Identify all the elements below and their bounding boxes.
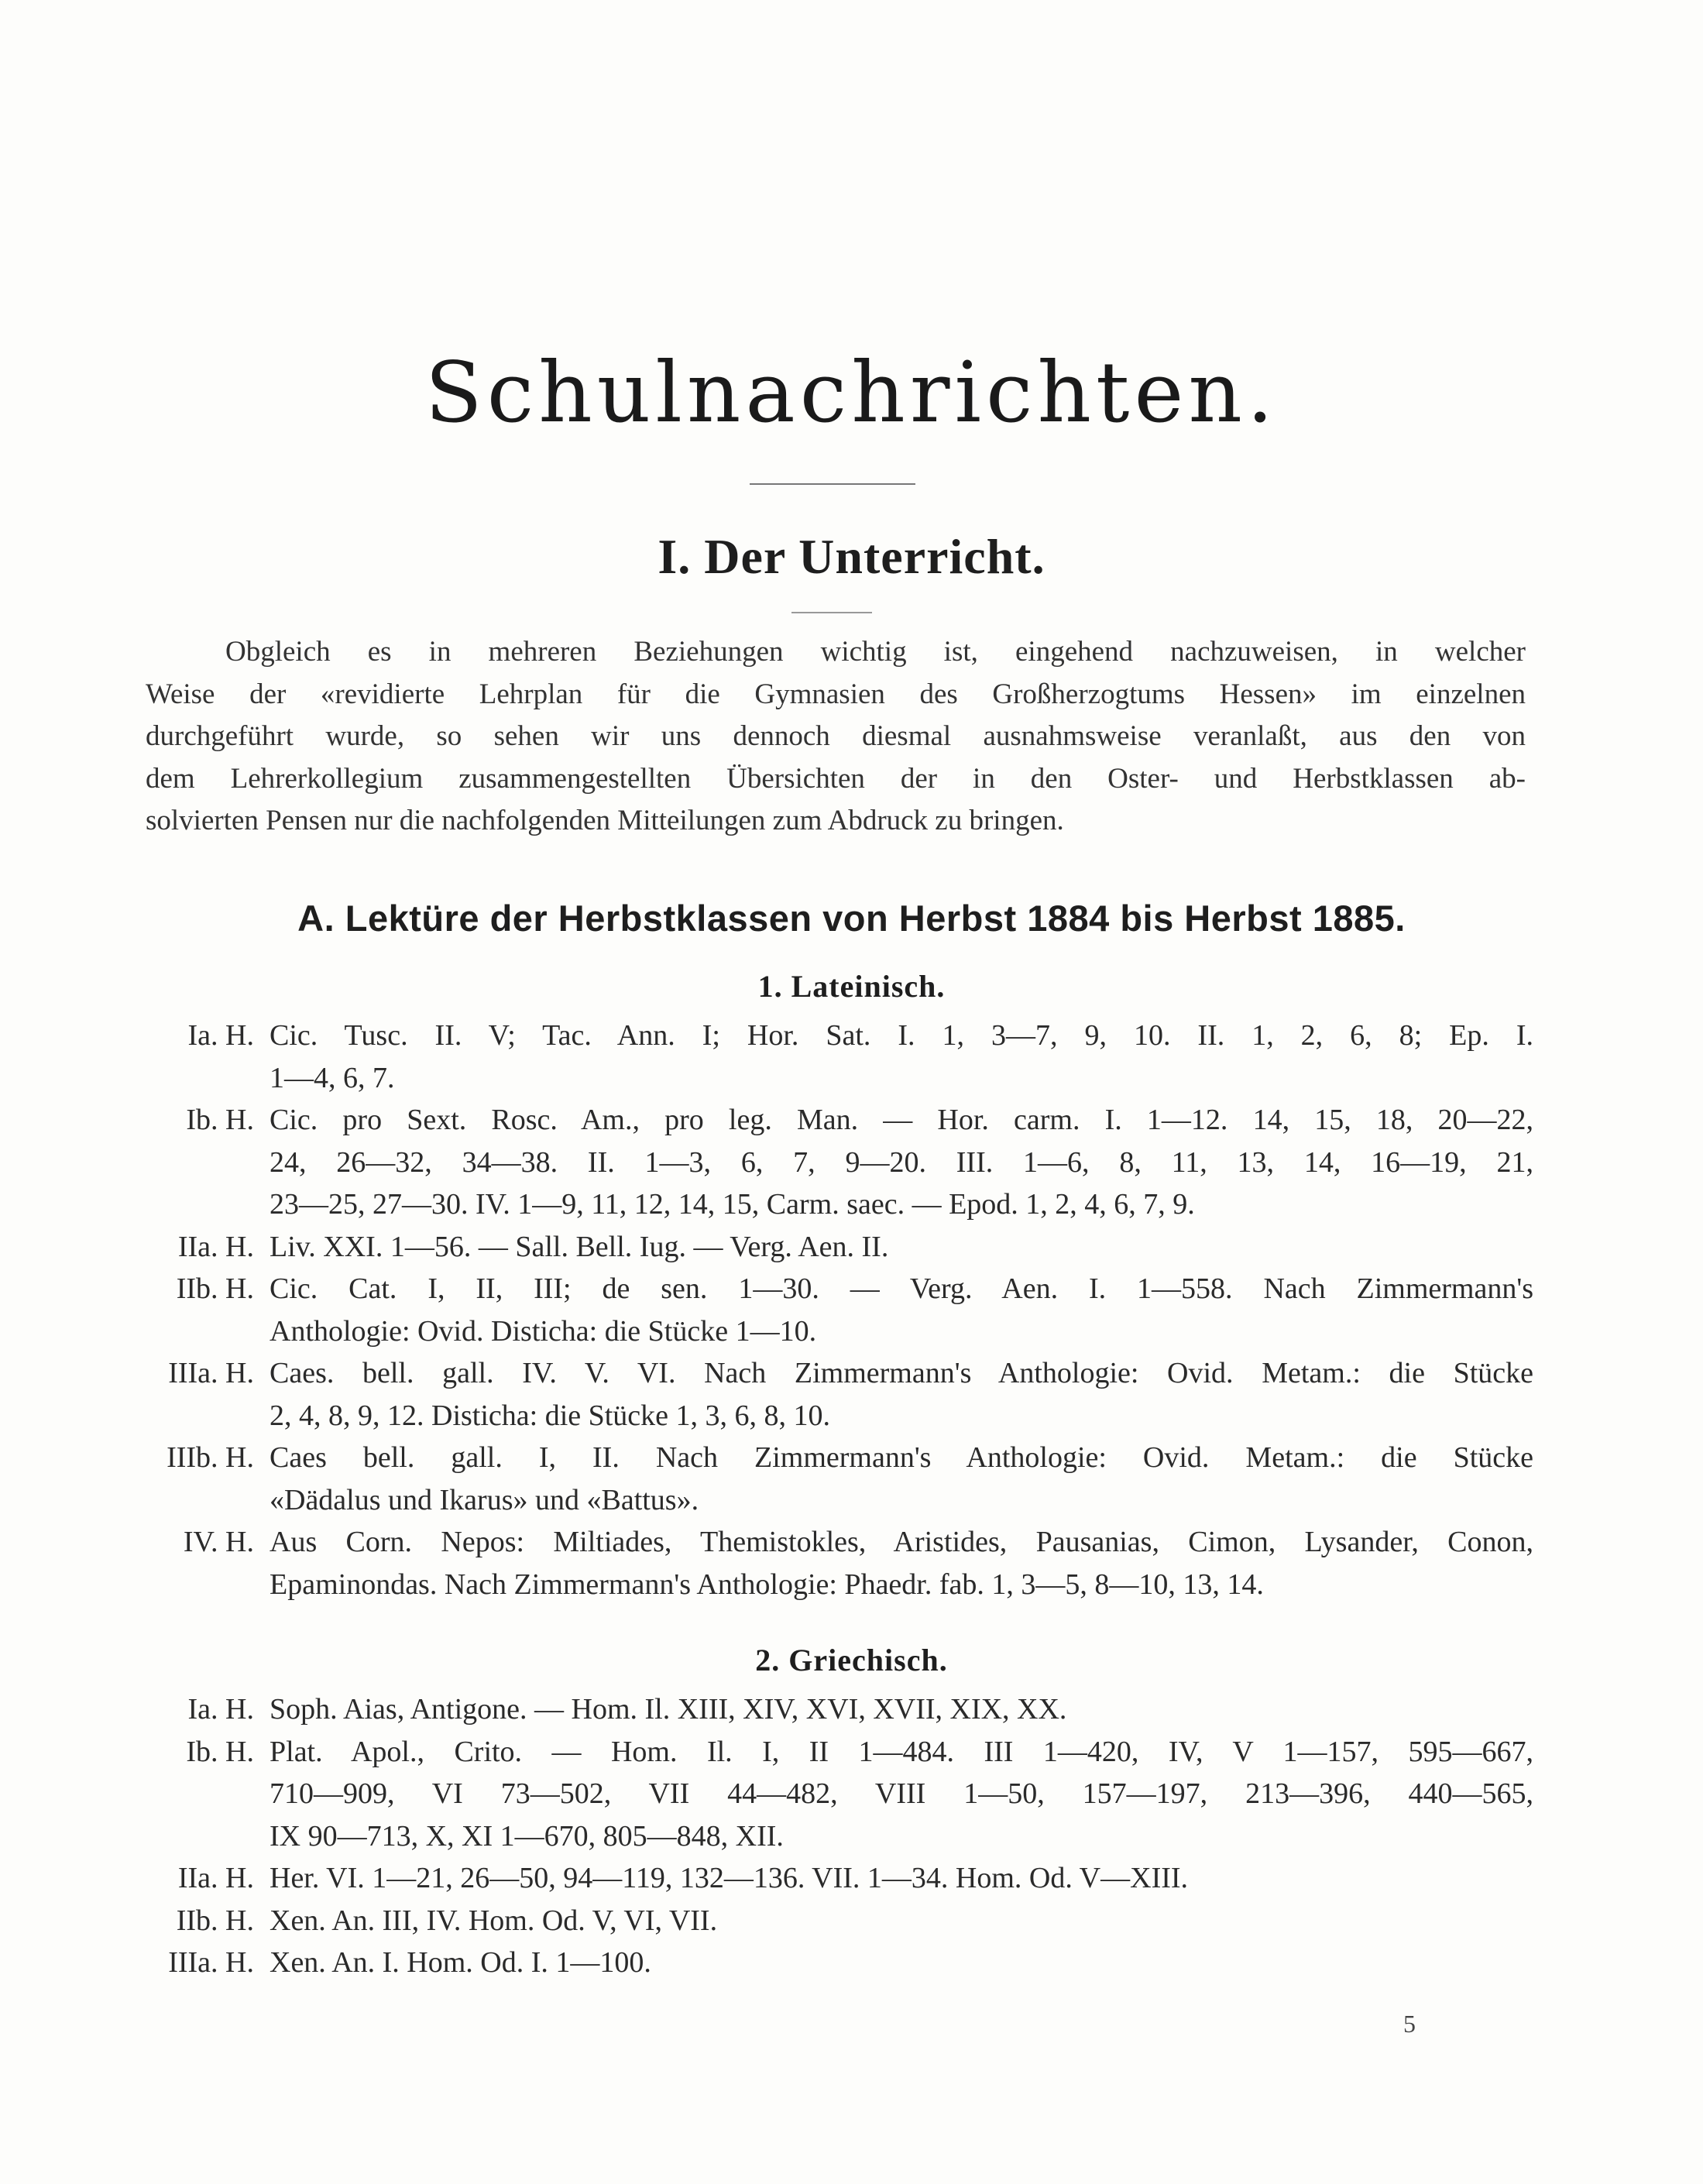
class-label: Ia. H. [187,1693,254,1726]
class-label: IIIb. H. [167,1441,254,1474]
reading-text [270,1688,1533,1731]
reading-entry [139,1268,1533,1352]
reading-entry [139,1099,1533,1226]
section-divider [791,612,872,613]
reading-line: Cic. Tusc. II. V; Tac. Ann. I; Hor. Sat. I. 1, 3—7, 9, 10. II. 1, 2, 6, 8; Ep. I. [270,1019,1533,1052]
class-label: Ib. H. [186,1735,254,1768]
greek-heading: 2. Griechisch. [755,1643,948,1677]
title-divider [750,483,915,485]
reading-line: Caes bell. gall. I, II. Nach Zimmermann's Anthologie: Ovid. Metam.: die Stücke [270,1441,1533,1474]
class-label: Ia. H. [187,1019,254,1052]
reading-line: 710—909, VI 73—502, VII 44—482, VIII 1—50, 157—197, 213—396, 440—565, [270,1777,1533,1810]
reading-line: «Dädalus und Ikarus» und «Battus». [270,1483,699,1516]
reading-line: 23—25, 27—30. IV. 1—9, 11, 12, 14, 15, Carm. saec. — Epod. 1, 2, 4, 6, 7, 9. [270,1188,1195,1221]
reading-text [270,1521,1533,1605]
reading-text [270,1015,1533,1099]
reading-line: Xen. An. III, IV. Hom. Od. V, VI, VII. [270,1904,718,1937]
reading-line: Epaminondas. Nach Zimmermann's Anthologie: Phaedr. fab. 1, 3—5, 8—10, 13, 14. [270,1568,1264,1601]
reading-text [270,1268,1533,1352]
reading-line: Plat. Apol., Crito. — Hom. Il. I, II 1—484. III 1—420, IV, V 1—157, 595—667, [270,1735,1533,1768]
reading-entry [139,1015,1533,1099]
reading-line: Soph. Aias, Antigone. — Hom. Il. XIII, XIV, XVI, XVII, XIX, XX. [270,1693,1067,1726]
reading-entry [139,1942,1533,1984]
reading-text [270,1942,1533,1984]
class-label: IIa. H. [177,1862,254,1894]
intro-line: solvierten Pensen nur die nachfolgenden Mitteilungen zum Abdruck zu bringen. [146,805,1064,836]
intro-line: Weise der «revidierte Lehrplan für die Gymnasien des Großherzogtums Hessen» im einzelnen [146,678,1526,710]
section-heading: I. Der Unterricht. [658,529,1045,584]
reading-line: Caes. bell. gall. IV. V. VI. Nach Zimmermann's Anthologie: Ovid. Metam.: die Stücke [270,1357,1533,1389]
reading-text [270,1226,1533,1269]
class-label: Ib. H. [186,1104,254,1136]
latin-heading: 1. Lateinisch. [757,969,946,1004]
reading-line: IX 90—713, X, XI 1—670, 805—848, XII. [270,1819,784,1853]
reading-entry [139,1900,1533,1942]
reading-entry [139,1226,1533,1269]
reading-text [270,1731,1533,1858]
reading-line: Cic. pro Sext. Rosc. Am., pro leg. Man. — Hor. carm. I. 1—12. 14, 15, 18, 20—22, [270,1104,1533,1136]
reading-text [270,1352,1533,1437]
reading-line: Liv. XXI. 1—56. — Sall. Bell. Iug. — Verg. Aen. II. [270,1230,889,1263]
greek-entries [139,1688,1533,1984]
reading-text [270,1437,1533,1521]
intro-line: durchgeführt wurde, so sehen wir uns dennoch diesmal ausnahmsweise veranlaßt, aus den von [146,720,1526,752]
reading-text [270,1857,1533,1900]
reading-entry [139,1437,1533,1521]
class-label: IV. H. [183,1526,254,1558]
latin-entries [139,1015,1533,1605]
reading-entry [139,1352,1533,1437]
reading-line: Aus Corn. Nepos: Miltiades, Themistokles, Aristides, Pausanias, Cimon, Lysander, Conon, [270,1526,1533,1558]
reading-entry [139,1731,1533,1858]
subsection-heading: A. Lektüre der Herbstklassen von Herbst 1884 bis Herbst 1885. [297,898,1406,939]
reading-entry [139,1688,1533,1731]
reading-text [270,1900,1533,1942]
class-label: IIa. H. [177,1230,254,1263]
reading-line: Xen. An. I. Hom. Od. I. 1—100. [270,1946,651,1979]
reading-line: 2, 4, 8, 9, 12. Disticha: die Stücke 1, 3, 6, 8, 10. [270,1399,831,1432]
intro-line: dem Lehrerkollegium zusammengestellten Übersichten der in den Oster- und Herbstklassen ab- [146,762,1526,795]
reading-entry [139,1857,1533,1900]
page-title: Schulnachrichten. [424,345,1279,441]
page-number: 5 [1403,2010,1416,2038]
class-label: IIb. H. [176,1272,254,1305]
reading-text [270,1099,1533,1226]
reading-line: Anthologie: Ovid. Disticha: die Stücke 1—10. [270,1314,817,1348]
reading-line: 24, 26—32, 34—38. II. 1—3, 6, 7, 9—20. III. 1—6, 8, 11, 13, 14, 16—19, 21, [270,1145,1533,1179]
class-label: IIIa. H. [168,1946,254,1979]
class-label: IIb. H. [176,1904,254,1937]
reading-line: 1—4, 6, 7. [270,1061,395,1094]
intro-paragraph [146,631,1526,843]
intro-line: Obgleich es in mehreren Beziehungen wichtig ist, eingehend nachzuweisen, in welcher [225,636,1526,668]
reading-entry [139,1521,1533,1605]
reading-line: Her. VI. 1—21, 26—50, 94—119, 132—136. VII. 1—34. Hom. Od. V—XIII. [270,1862,1189,1894]
reading-line: Cic. Cat. I, II, III; de sen. 1—30. — Verg. Aen. I. 1—558. Nach Zimmermann's [270,1272,1533,1305]
class-label: IIIa. H. [168,1357,254,1389]
